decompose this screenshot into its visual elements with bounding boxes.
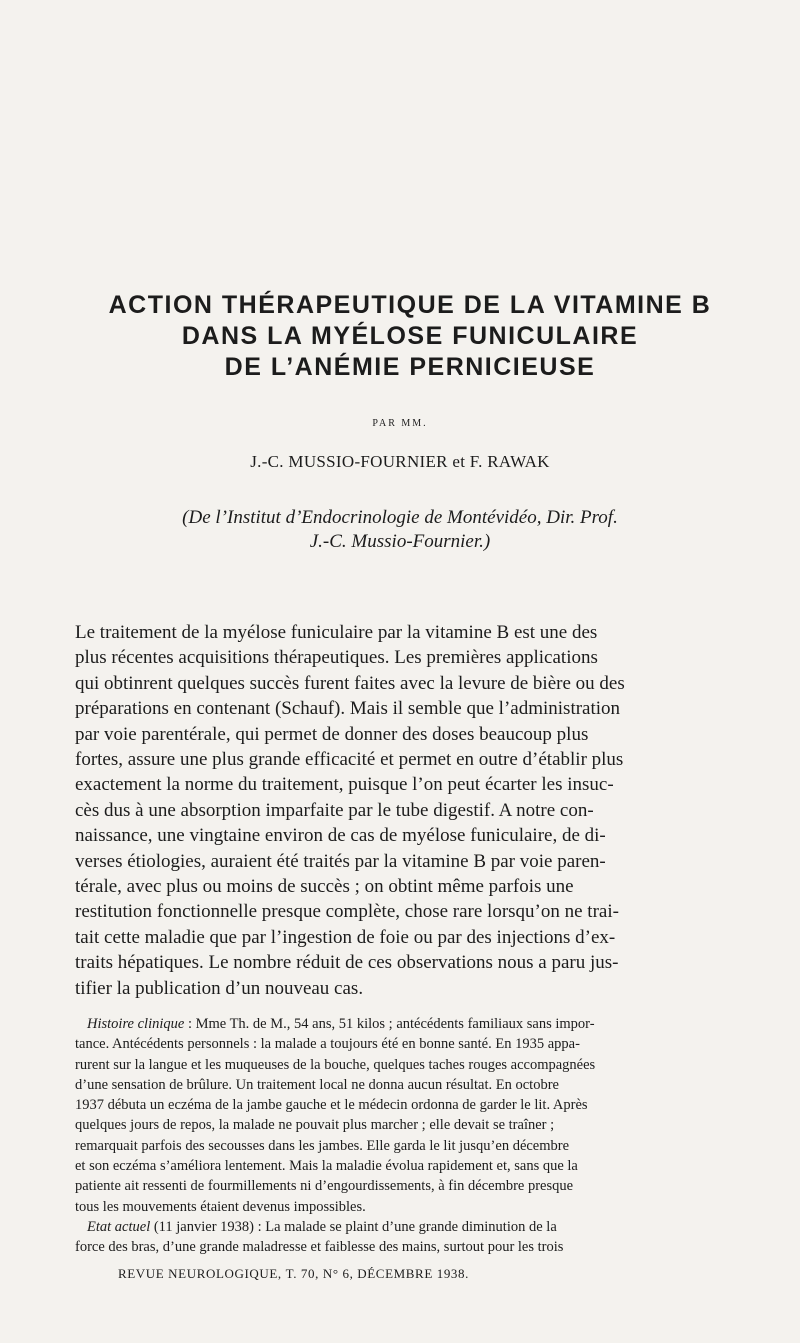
lead-line: préparations en contenant (Schauf). Mais il semble que l’administration <box>75 698 621 720</box>
footer-journal: REVUE NEUROLOGIQUE, <box>118 1266 282 1281</box>
title-line-1: ACTION THÉRAPEUTIQUE DE LA VITAMINE B <box>108 291 712 319</box>
byline-par: PAR MM. <box>372 418 428 429</box>
current-state-line: force des bras, d’une grande maladresse et faiblesse des mains, surtout pour les trois <box>75 1239 564 1256</box>
title-line-3: DE L’ANÉMIE PERNICIEUSE <box>224 353 596 381</box>
clinical-history <box>75 1014 765 1258</box>
lead-line: térale, avec plus ou moins de succès ; on obtint même parfois une <box>75 876 574 898</box>
lead-line: plus récentes acquisitions thérapeutiques. Les premières applications <box>75 647 598 669</box>
lead-paragraph <box>75 620 765 1001</box>
lead-line: restitution fonctionnelle presque complète, chose rare lorsqu’on ne trai- <box>75 901 619 923</box>
history-line: quelques jours de repos, la malade ne pouvait plus marcher ; elle devait se traîner ; <box>75 1117 555 1134</box>
history-line: patiente ait ressenti de fourmillements ni d’engourdissements, à fin décembre presque <box>75 1178 574 1195</box>
history-line <box>75 1014 765 1034</box>
lead-line: tifier la publication d’un nouveau cas. <box>75 977 364 999</box>
lead-line: qui obtinrent quelques succès furent faites avec la levure de bière ou des <box>75 672 625 694</box>
lead-line: cès dus à une absorption imparfaite par le tube digestif. A notre con- <box>75 799 594 821</box>
journal-footer <box>118 1266 469 1282</box>
current-state-line-1-rest: (11 janvier 1938) : La malade se plaint d’une grande diminution de la <box>150 1218 557 1235</box>
history-line: et son eczéma s’améliora lentement. Mais la maladie évolua rapidement et, sans que la <box>75 1158 578 1175</box>
history-line: rurent sur la langue et les muqueuses de la bouche, quelques taches rouges accompagnées <box>75 1056 596 1073</box>
lead-line: tait cette maladie que par l’ingestion de foie ou par des injections d’ex- <box>75 926 616 948</box>
lead-line: traits hépatiques. Le nombre réduit de ces observations nous a paru jus- <box>75 952 619 974</box>
affiliation-line-1: (De l’Institut d’Endocrinologie de Montévidéo, Dir. Prof. <box>182 507 618 528</box>
history-line: tous les mouvements étaient devenus impossibles. <box>75 1198 366 1215</box>
history-line: 1937 débuta un eczéma de la jambe gauche et le médecin ordonna de garder le lit. Après <box>75 1097 588 1114</box>
footer-number: N° 6, <box>322 1266 354 1281</box>
footer-date: DÉCEMBRE 1938. <box>357 1266 469 1281</box>
affiliation <box>0 506 800 554</box>
footer-tome: T. 70, <box>285 1266 319 1281</box>
current-state-label: Etat actuel <box>87 1218 151 1235</box>
title-line-2: DANS LA MYÉLOSE FUNICULAIRE <box>181 322 639 350</box>
history-line: remarquait parfois des secousses dans les jambes. Elle garda le lit jusqu’en décembre <box>75 1137 570 1154</box>
history-line-1-rest: : Mme Th. de M., 54 ans, 51 kilos ; antécédents familiaux sans impor- <box>184 1016 595 1032</box>
lead-line: fortes, assure une plus grande efficacité et permet en outre d’établir plus <box>75 749 624 771</box>
current-state-line <box>75 1217 765 1237</box>
lead-line: exactement la norme du traitement, puisque l’on peut écarter les insuc- <box>75 774 614 796</box>
authors: J.-C. MUSSIO-FOURNIER et F. RAWAK <box>250 452 550 471</box>
lead-line: par voie parentérale, qui permet de donner des doses beaucoup plus <box>75 723 589 745</box>
lead-line: verses étiologies, auraient été traités par la vitamine B par voie paren- <box>75 850 606 872</box>
article-title <box>60 290 760 383</box>
history-label: Histoire clinique <box>87 1016 185 1032</box>
affiliation-line-2: J.-C. Mussio-Fournier.) <box>309 531 491 552</box>
history-line: d’une sensation de brûlure. Un traitement local ne donna aucun résultat. En octobre <box>75 1076 559 1093</box>
history-line: tance. Antécédents personnels : la malade a toujours été en bonne santé. En 1935 appa- <box>75 1036 580 1053</box>
lead-line: Le traitement de la myélose funiculaire par la vitamine B est une des <box>75 622 598 643</box>
lead-line: naissance, une vingtaine environ de cas de myélose funiculaire, de di- <box>75 825 606 847</box>
